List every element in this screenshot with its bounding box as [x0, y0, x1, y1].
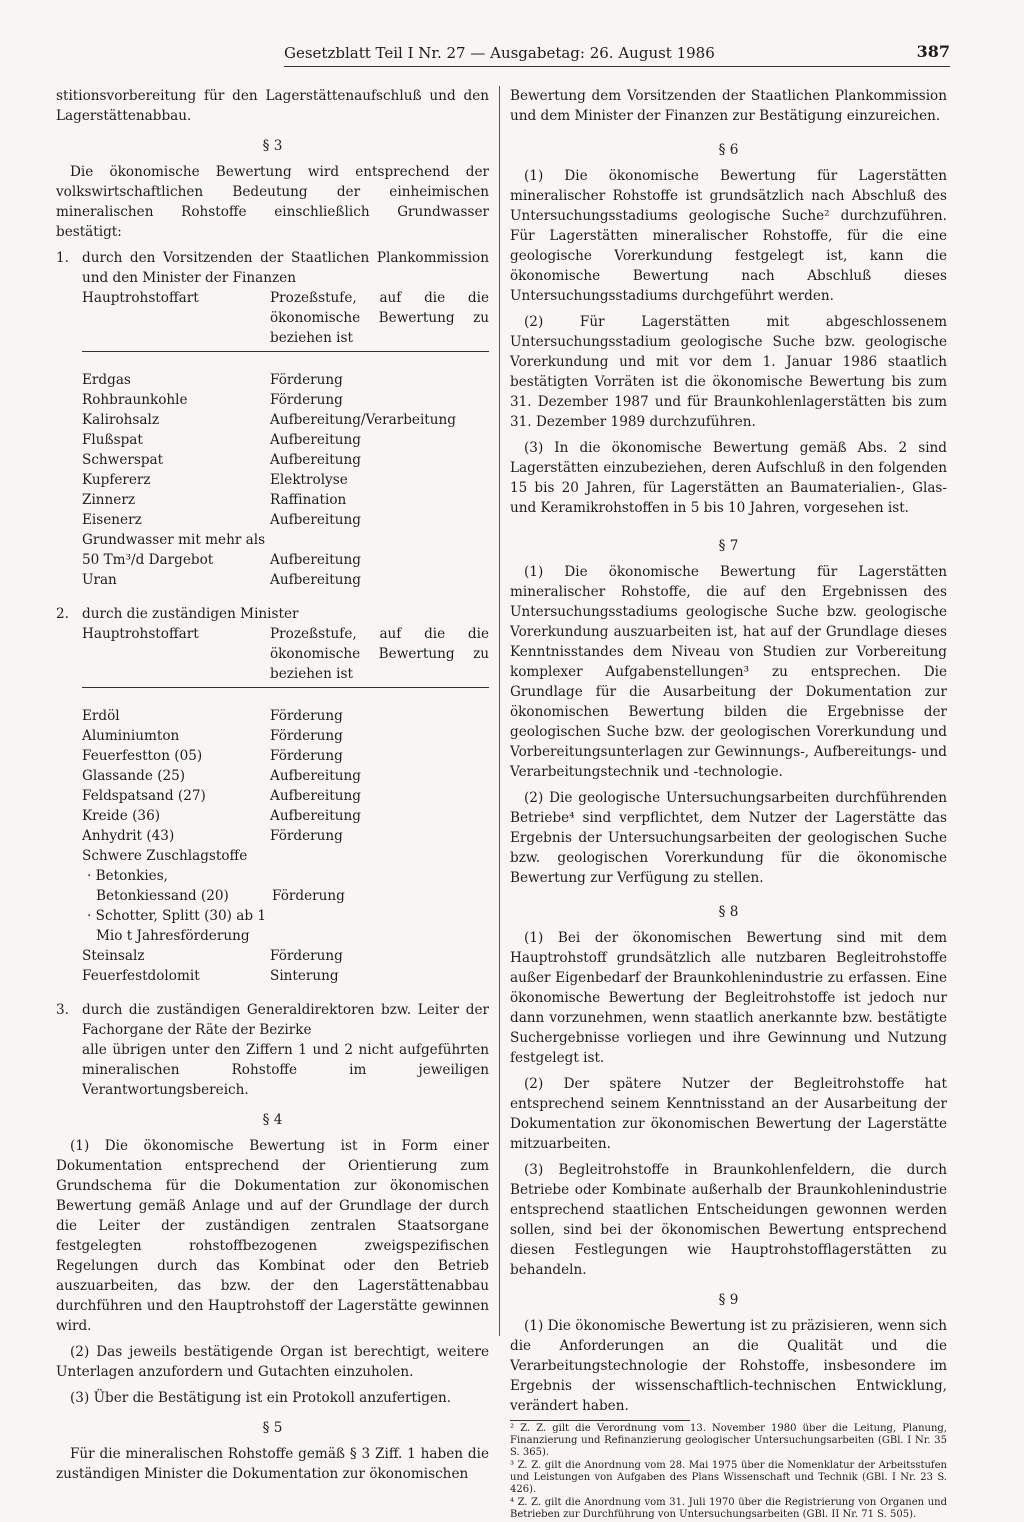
process-stage-cell: Förderung [270, 392, 343, 408]
list-number: 2. [56, 606, 69, 622]
column-header-process-stage: Prozeßstufe, auf die die ökonomische Bewertung zu beziehen ist [270, 290, 489, 346]
raw-material-cell: Feldspatsand (27) [82, 788, 206, 804]
table-body [82, 370, 489, 590]
table-body-continued [82, 946, 489, 986]
table-subrows [82, 866, 489, 946]
raw-material-cell: Zinnerz [82, 492, 136, 508]
section-7-paragraph-1: (1) Die ökonomische Bewertung für Lagerstätten mineralischer Rohstoffe, die auf den Ergebnissen des Untersuchungsstadiums geologische Suche bzw. geologische Vorerkundung auszuarbeiten ist, hat auf der Grundlage dieses Kenntnisstandes dem Niveau von Studien zur Vorbereitung komplexer Aufgabenstellungen³ zu entsprechen. Die Grundlage für die Ausarbeitung der Dokumentation zur ökonomischen Bewertung bilden die Ergebnisse der geologischen Suche bzw. der geologischen Vorerkundung und Vorbereitungsunterlagen zur Gewinnungs-, Aufbereitungs- und Verarbeitungstechnik und -technologie. [510, 564, 947, 780]
table-row [82, 490, 489, 510]
table-row [82, 530, 489, 570]
table-row [82, 966, 489, 986]
raw-material-cell: Erdöl [82, 708, 120, 724]
raw-material-cell: Aluminiumton [82, 728, 180, 744]
section-heading-9: § 9 [718, 1292, 739, 1308]
running-head: Gesetzblatt Teil I Nr. 27 — Ausgabetag: 26. August 1986 [284, 44, 715, 62]
table-row [82, 906, 489, 946]
section-heading-8: § 8 [718, 904, 739, 920]
table-row [82, 430, 489, 450]
process-stage-cell: Förderung [270, 372, 343, 388]
process-stage-cell: Sinterung [270, 968, 339, 984]
section-8-paragraph-3: (3) Begleitrohstoffe in Braunkohlenfeldern, die durch Betriebe oder Kombinate außerhalb der Braunkohlenindustrie entsprechend staatlichen Entscheidungen gewonnen werden sollen, sind bei der ökonomischen Bewertung entsprechend diesen Festlegungen wie Hauptrohstofflagerstätten zu behandeln. [510, 1162, 947, 1278]
raw-material-cell: · Betonkies, Betonkiessand (20) [87, 868, 229, 904]
list-item-3 [56, 1000, 489, 1040]
process-stage-cell: Förderung [272, 888, 345, 904]
table-row [82, 726, 489, 746]
section-6-paragraph-2: (2) Für Lagerstätten mit abgeschlossenem Untersuchungsstadium geologische Suche bzw. geologische Vorerkundung und mit vor dem 1. Januar 1986 staatlich bestätigten Vorräten ist die ökonomische Bewertung bis zum 31. Dezember 1987 und für Braunkohlenlagerstätten bis zum 31. Dezember 1989 durchzuführen. [510, 314, 947, 430]
table-row [82, 510, 489, 530]
column-divider [499, 86, 500, 1336]
section-heading-3: § 3 [262, 138, 283, 154]
table-row [82, 570, 489, 590]
footnote-2: ² Z. Z. gilt die Verordnung vom 13. November 1980 über die Leitung, Planung, Finanzierung und Refinanzierung geologischer Untersuchungsarbeiten (GBl. I Nr. 35 S. 365). [510, 1423, 947, 1458]
column-header-process-stage: Prozeßstufe, auf die die ökonomische Bewertung zu beziehen ist [270, 626, 489, 682]
right-column [510, 86, 947, 1522]
process-stage-cell: Elektrolyse [270, 472, 348, 488]
table-body [82, 706, 489, 846]
section-5-paragraph-1: Für die mineralischen Rohstoffe gemäß § 3 Ziff. 1 haben die zuständigen Minister die Dokumentation zur ökonomischen [56, 1446, 489, 1482]
list-number: 1. [56, 250, 69, 266]
raw-material-cell: Feuerfestdolomit [82, 968, 200, 984]
process-stage-cell: Aufbereitung [270, 768, 361, 784]
group-label: Schwere Zuschlagstoffe [82, 848, 248, 864]
process-stage-cell: Aufbereitung/Verarbeitung [270, 412, 456, 428]
section-heading-7: § 7 [718, 538, 739, 554]
raw-material-cell: Uran [82, 572, 117, 588]
process-stage-cell: Aufbereitung [270, 452, 361, 468]
process-stage-cell: Förderung [270, 828, 343, 844]
raw-material-cell: Anhydrit (43) [82, 828, 175, 844]
raw-material-cell: Schwerspat [82, 452, 164, 468]
table-row [82, 410, 489, 430]
process-stage-cell: Förderung [270, 948, 343, 964]
left-column [56, 86, 489, 1484]
paragraph-continued: stitionsvorbereitung für den Lagerstättenaufschluß und den Lagerstättenabbau. [56, 88, 489, 124]
table-row-group [82, 846, 489, 866]
process-stage-cell: Aufbereitung [270, 432, 361, 448]
column-header-raw-material: Hauptrohstoffart [82, 290, 199, 306]
table-row [82, 786, 489, 806]
section-4-paragraph-1: (1) Die ökonomische Bewertung ist in Form einer Dokumentation entsprechend der Orientierung zum Grundschema für die Dokumentation zur ökonomischen Bewertung gemäß Anlage und auf der Grundlage der durch die Leiter der zuständigen zentralen Staatsorgane festgelegten rohstoffbezogenen zweigspezifischen Regelungen durch das Kombinat oder den Betrieb auszuarbeiten, das bzw. der den Lagerstättenabbau durchführen und den Hauptrohstoff der Lagerstätte gewinnen wird. [56, 1138, 489, 1334]
list-text: durch den Vorsitzenden der Staatlichen Plankommission und den Minister der Finanzen [82, 250, 489, 286]
table-row [82, 450, 489, 470]
raw-material-cell: Erdgas [82, 372, 131, 388]
raw-material-cell: Steinsalz [82, 948, 145, 964]
section-4-paragraph-3: (3) Über die Bestätigung ist ein Protokoll anzufertigen. [70, 1390, 452, 1406]
table-row [82, 390, 489, 410]
table-header [82, 288, 489, 352]
table-2 [82, 624, 489, 986]
raw-material-cell: Kreide (36) [82, 808, 161, 824]
section-4-paragraph-2: (2) Das jeweils bestätigende Organ ist berechtigt, weitere Unterlagen anzufordern und Gutachten einzuholen. [56, 1344, 489, 1380]
section-8-paragraph-1: (1) Bei der ökonomischen Bewertung sind mit dem Hauptrohstoff grundsätzlich alle nutzbaren Begleitrohstoffe außer Eigenbedarf der Braunkohlenindustrie zu erfassen. Eine ökonomische Bewertung der Begleitrohstoffe ist jedoch nur dann vorzunehmen, wenn staatlich anerkannte bzw. bestätigte Suchergebnisse vorliegen und ihre Gewinnung und Nutzung festgelegt ist. [510, 930, 947, 1066]
table-row [82, 470, 489, 490]
table-row [82, 946, 489, 966]
raw-material-cell: Feuerfestton (05) [82, 748, 203, 764]
section-9-paragraph-1: (1) Die ökonomische Bewertung ist zu präzisieren, wenn sich die Anforderungen an die Qualität und die Verarbeitungstechnologie der Rohstoffe, insbesondere im Ergebnis der wissenschaftlich-technischen Entwicklung, verändert haben. [510, 1318, 947, 1414]
section-6-paragraph-3: (3) In die ökonomische Bewertung gemäß Abs. 2 sind Lagerstätten einzubeziehen, deren Aufschluß in den folgenden 15 bis 20 Jahren, für Lagerstätten an Baumaterialien-, Glas- und Keramikrohstoffen in 5 bis 10 Jahren, vorgesehen ist. [510, 440, 947, 516]
process-stage-cell: Aufbereitung [270, 808, 361, 824]
process-stage-cell: Förderung [270, 708, 343, 724]
page-number: 387 [916, 42, 950, 61]
table-row [82, 746, 489, 766]
raw-material-cell: Kupfererz [82, 472, 151, 488]
section-heading-6: § 6 [718, 142, 739, 158]
list-item-1 [56, 248, 489, 288]
table-header [82, 624, 489, 688]
section-8-paragraph-2: (2) Der spätere Nutzer der Begleitrohstoffe hat entsprechend seinem Kenntnisstand an der Ausarbeitung der Dokumentation zur ökonomischen Bewertung der Lagerstätte mitzuarbeiten. [510, 1076, 947, 1152]
section-7-paragraph-2: (2) Die geologische Untersuchungsarbeiten durchführenden Betriebe⁴ sind verpflichtet, dem Nutzer der Lagerstätte das Ergebnis der Untersuchungsarbeiten der geologischen Suche bzw. geologischen Vorerkundung für die ökonomische Bewertung zur Verfügung zu stellen. [510, 790, 947, 886]
footnote-rule [510, 1420, 690, 1421]
process-stage-cell: Aufbereitung [270, 788, 361, 804]
column-header-raw-material: Hauptrohstoffart [82, 626, 199, 642]
process-stage-cell: Raffination [270, 492, 347, 508]
table-row [82, 766, 489, 786]
table-row [82, 826, 489, 846]
list-item-3-continuation: alle übrigen unter den Ziffern 1 und 2 nicht aufgeführten mineralischen Rohstoffe im jeweiligen Verantwortungsbereich. [82, 1042, 489, 1098]
section-3-intro: Die ökonomische Bewertung wird entsprechend der volkswirtschaftlichen Bedeutung der einheimischen mineralischen Rohstoffe einschließlich Grundwasser bestätigt: [56, 164, 489, 240]
footnote-4: ⁴ Z. Z. gilt die Anordnung vom 31. Juli 1970 über die Registrierung von Organen und Betrieben zur Durchführung von Untersuchungsarbeiten (GBl. II Nr. 71 S. 505). [510, 1497, 947, 1520]
process-stage-cell: Förderung [270, 748, 343, 764]
raw-material-cell: Eisenerz [82, 512, 142, 528]
raw-material-cell: Flußspat [82, 432, 143, 448]
process-stage-cell: Förderung [270, 728, 343, 744]
table-row [82, 706, 489, 726]
raw-material-cell: Rohbraunkohle [82, 392, 188, 408]
table-1 [82, 288, 489, 590]
page-header [284, 44, 950, 67]
list-text: durch die zuständigen Generaldirektoren bzw. Leiter der Fachorgane der Räte der Bezirke [82, 1002, 489, 1038]
table-row [82, 370, 489, 390]
process-stage-cell: Aufbereitung [270, 552, 361, 568]
section-6-paragraph-1: (1) Die ökonomische Bewertung für Lagerstätten mineralischer Rohstoffe ist grundsätzlich nach Abschluß des Untersuchungsstadiums geologische Suche² durchzuführen. Für Lagerstätten mineralischer Rohstoffe, für die eine geologische Vorerkundung festgelegt ist, kann die ökonomische Bewertung nach Abschluß dieses Untersuchungsstadiums durchgeführt werden. [510, 168, 947, 304]
section-heading-4: § 4 [262, 1112, 283, 1128]
raw-material-cell: Kalirohsalz [82, 412, 159, 428]
table-row [82, 806, 489, 826]
process-stage-cell: Aufbereitung [270, 512, 361, 528]
section-heading-5: § 5 [262, 1420, 283, 1436]
table-row [82, 866, 489, 906]
raw-material-cell: · Schotter, Splitt (30) ab 1 Mio t Jahresförderung [87, 908, 267, 944]
paragraph-continued: Bewertung dem Vorsitzenden der Staatlichen Plankommission und dem Minister der Finanzen zur Bestätigung einzureichen. [510, 88, 947, 124]
list-text: durch die zuständigen Minister [82, 606, 299, 622]
list-item-2 [56, 604, 489, 624]
footnote-3: ³ Z. Z. gilt die Anordnung vom 28. Mai 1975 über die Nomenklatur der Arbeitsstufen und Leistungen von Aufgaben des Plans Wissenschaft und Technik (GBl. I Nr. 23 S. 426). [510, 1460, 947, 1495]
raw-material-cell: Glassande (25) [82, 768, 186, 784]
process-stage-cell: Aufbereitung [270, 572, 361, 588]
list-number: 3. [56, 1002, 69, 1018]
raw-material-cell: Grundwasser mit mehr als 50 Tm³/d Dargebot [82, 532, 266, 568]
